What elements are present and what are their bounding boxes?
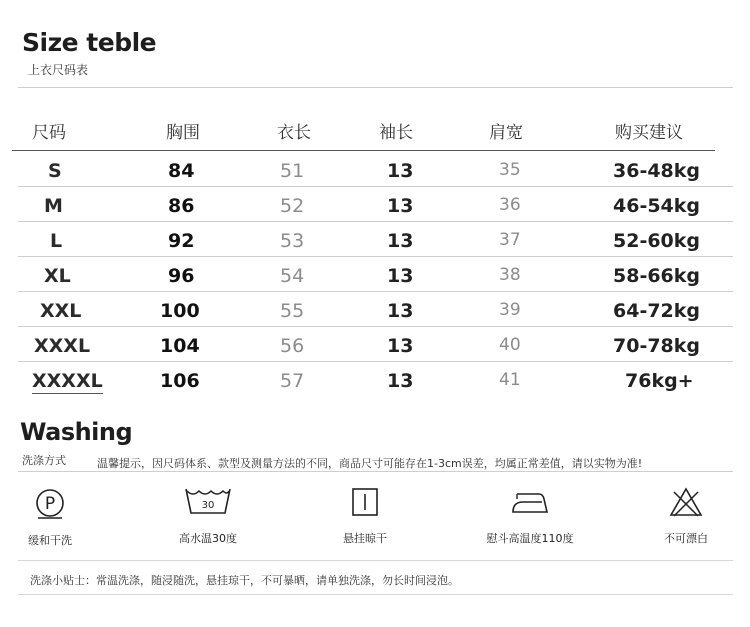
cell-sleeve: 13	[387, 335, 414, 357]
cell-recommend: 52-60kg	[613, 230, 701, 252]
cell-recommend: 36-48kg	[613, 160, 701, 182]
cell-shoulder: 40	[499, 335, 521, 355]
cell-shoulder: 36	[499, 195, 521, 215]
header-recommend: 购买建议	[615, 123, 683, 143]
size-chart-title: Size teble	[22, 28, 157, 57]
care-label: 悬挂晾干	[343, 532, 387, 545]
professional-dry-clean-icon	[33, 486, 67, 520]
cell-shoulder: 38	[499, 265, 521, 285]
header-size: 尺码	[32, 123, 66, 143]
header-bust: 胸围	[166, 123, 200, 143]
svg-text:P: P	[44, 494, 56, 514]
washing-method-label: 洗涤方式	[22, 454, 66, 467]
table-row	[18, 257, 733, 292]
washing-tips: 洗涤小贴士：常温洗涤，随浸随洗，悬挂琼干，不可暴晒，请单独洗涤，勿长时间浸泡。	[30, 574, 459, 587]
svg-text:30: 30	[201, 500, 215, 511]
care-label: 缓和干洗	[28, 534, 72, 547]
cell-length: 53	[280, 230, 305, 252]
size-table-body	[18, 152, 733, 397]
header-shoulder: 肩宽	[489, 123, 523, 143]
cell-length: 56	[280, 335, 305, 357]
table-header-divider	[12, 150, 715, 151]
size-chart-subtitle: 上衣尺码表	[28, 63, 89, 77]
size-table-header	[18, 118, 733, 146]
divider	[18, 560, 733, 561]
cell-length: 55	[280, 300, 305, 322]
cell-bust: 100	[160, 300, 200, 322]
cell-bust: 92	[168, 230, 195, 252]
care-label: 慰斗高温度110度	[486, 532, 574, 545]
cell-length: 54	[280, 265, 305, 287]
cell-size: L	[50, 230, 63, 252]
iron-icon	[509, 486, 551, 518]
care-item-iron	[478, 486, 582, 546]
cell-recommend: 70-78kg	[613, 335, 701, 357]
table-row	[18, 292, 733, 327]
cell-size: M	[44, 195, 63, 217]
cell-sleeve: 13	[387, 195, 414, 217]
care-label: 高水温30度	[179, 532, 237, 545]
cell-size: XL	[44, 265, 71, 287]
cell-bust: 104	[160, 335, 200, 357]
cell-size: XXXL	[34, 335, 91, 357]
cell-size: XXL	[40, 300, 82, 322]
cell-sleeve: 13	[387, 300, 414, 322]
cell-bust: 86	[168, 195, 195, 217]
do-not-bleach-icon	[668, 486, 704, 518]
wash-30-icon	[184, 486, 232, 518]
header-length: 衣长	[277, 123, 311, 143]
cell-shoulder: 35	[499, 160, 521, 180]
cell-sleeve: 13	[387, 230, 414, 252]
care-item-hang-dry	[333, 486, 397, 546]
cell-length: 57	[280, 370, 305, 392]
cell-shoulder: 39	[499, 300, 521, 320]
cell-size: S	[48, 160, 62, 182]
divider	[18, 471, 733, 472]
washing-title: Washing	[20, 418, 133, 446]
table-row	[18, 187, 733, 222]
cell-sleeve: 13	[387, 370, 414, 392]
table-row	[18, 152, 733, 187]
cell-recommend: 46-54kg	[613, 195, 701, 217]
cell-recommend: 64-72kg	[613, 300, 701, 322]
cell-sleeve: 13	[387, 265, 414, 287]
table-row	[18, 327, 733, 362]
care-item-no-bleach	[656, 486, 716, 546]
cell-recommend: 76kg+	[625, 370, 694, 392]
cell-bust: 96	[168, 265, 195, 287]
header-sleeve: 袖长	[379, 123, 413, 143]
care-item-wash-30	[170, 486, 246, 546]
cell-length: 51	[280, 160, 305, 182]
divider	[18, 87, 733, 88]
cell-sleeve: 13	[387, 160, 414, 182]
care-label: 不可漂白	[664, 532, 708, 545]
cell-bust: 84	[168, 160, 195, 182]
cell-size: XXXXL	[32, 370, 103, 392]
cell-shoulder: 41	[499, 370, 521, 390]
divider	[18, 594, 733, 595]
cell-bust: 106	[160, 370, 200, 392]
table-row	[18, 362, 733, 397]
hang-dry-icon	[350, 486, 380, 518]
cell-length: 52	[280, 195, 305, 217]
cell-shoulder: 37	[499, 230, 521, 250]
cell-recommend: 58-66kg	[613, 265, 701, 287]
care-item-dry-clean	[22, 486, 78, 548]
size-tolerance-note: 温馨提示，因尺码体系、款型及测量方法的不同，商品尺寸可能存在1-3cm误差，均属正常差值，请以实物为准!	[97, 457, 643, 470]
table-row	[18, 222, 733, 257]
